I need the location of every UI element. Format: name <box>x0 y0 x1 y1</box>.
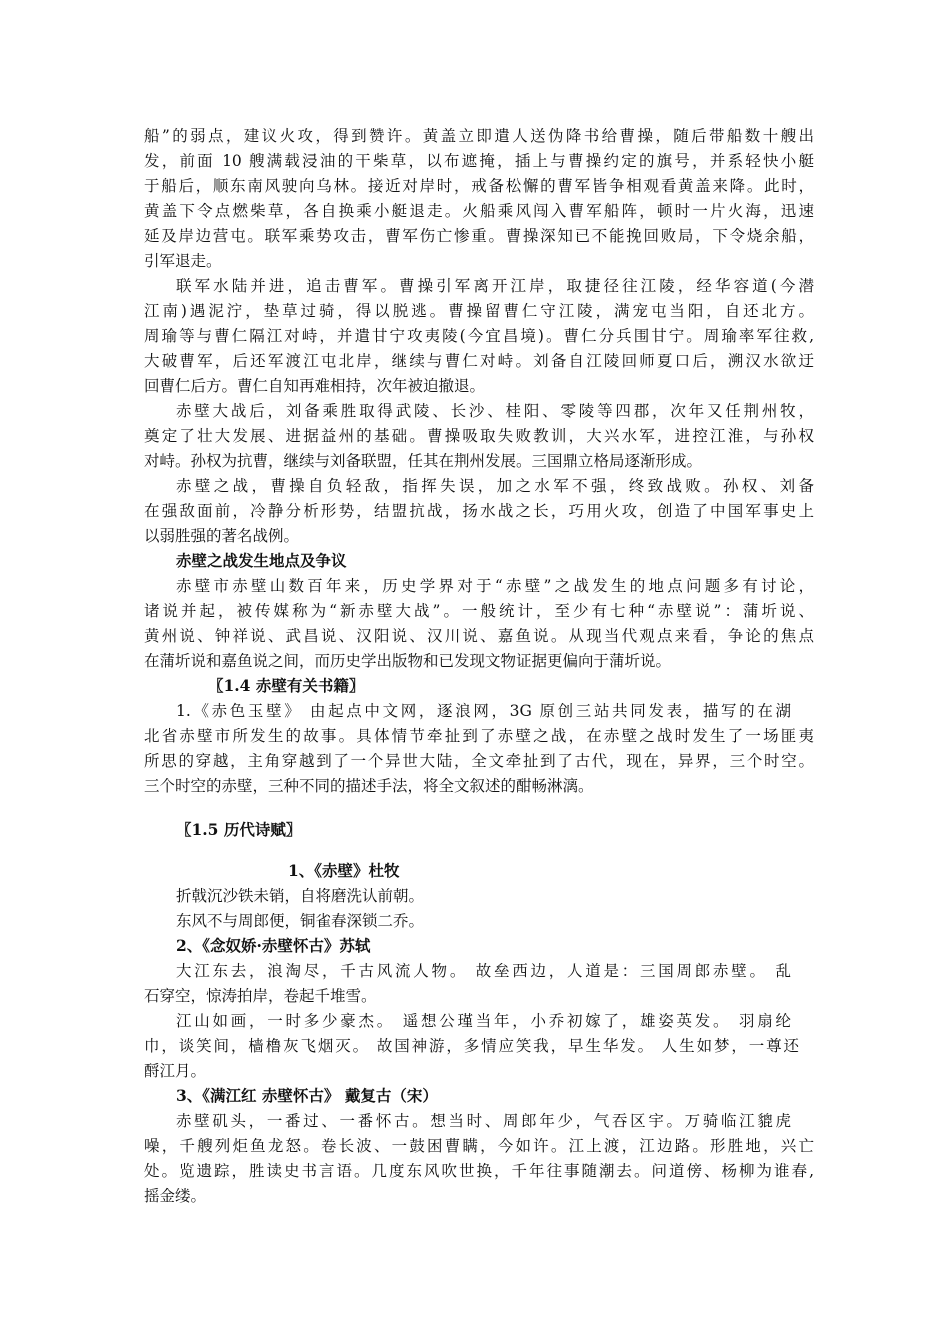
poem-line: 折戟沉沙铁未销，自将磨洗认前朝。 <box>176 887 425 905</box>
text-line: 大破曹军，后还军渡江屯北岸，继续与曹仁对峙。刘备自江陵回师夏口后，溯汉水欲迂 <box>144 352 814 370</box>
text-line: 引军退走。 <box>144 252 222 270</box>
text-line: 赤壁大战后，刘备乘胜取得武陵、长沙、桂阳、零陵等四郡，次年又任荆州牧， <box>176 402 814 420</box>
text-line: 黄盖下令点燃柴草，各自换乘小艇退走。火船乘风闯入曹军船阵，顿时一片火海，迅速 <box>144 202 814 220</box>
text-line: 三个时空的赤壁，三种不同的描述手法，将全文叙述的酣畅淋漓。 <box>144 777 594 795</box>
poem-line: 赤壁矶头，一番过、一番怀古。想当时、周郎年少，气吞区宇。万骑临江貔虎 <box>176 1112 791 1130</box>
poem-line: 江山如画，一时多少豪杰。 遥想公瑾当年，小乔初嫁了，雄姿英发。 羽扇纶 <box>176 1012 791 1030</box>
poem-line: 摇金缕。 <box>144 1187 207 1205</box>
poem-line: 东风不与周郎便，铜雀春深锁二乔。 <box>176 912 425 930</box>
poem-title: 1、《赤壁》杜牧 <box>288 861 400 880</box>
section-heading: 〖1.5 历代诗赋〗 <box>176 820 302 839</box>
text-line: 在蒲圻说和嘉鱼说之间，而历史学出版物和已发现文物证据更偏向于蒲圻说。 <box>144 652 672 670</box>
text-line: 赤壁市赤壁山数百年来，历史学界对于“赤壁”之战发生的地点问题多有讨论， <box>176 577 814 595</box>
poem-line: 石穿空，惊涛拍岸，卷起千堆雪。 <box>144 987 377 1005</box>
text-line: 以弱胜强的著名战例。 <box>144 527 300 545</box>
text-line: 黄州说、钟祥说、武昌说、汉阳说、汉川说、嘉鱼说。从现当代观点来看，争论的焦点 <box>144 627 814 645</box>
poem-title: 3、《满江红 赤壁怀古》 戴复古（宋） <box>176 1086 438 1105</box>
text-line: 联军水陆并进，追击曹军。曹操引军离开江岸，取捷径往江陵，经华容道(今潜 <box>176 277 814 295</box>
text-line: 1.《赤色玉壁》 由起点中文网，逐浪网，3G 原创三站共同发表，描写的在湖 <box>176 702 791 720</box>
text-line: 北省赤壁市所发生的故事。具体情节牵扯到了赤壁之战，在赤壁之战时发生了一场匪夷 <box>144 727 814 745</box>
text-line: 在强敌面前，冷静分析形势，结盟抗战，扬水战之长，巧用火攻，创造了中国军事史上 <box>144 502 814 520</box>
text-line: 对峙。孙权为抗曹，继续与刘备联盟，任其在荆州发展。三国鼎立格局逐渐形成。 <box>144 452 703 470</box>
poem-line: 处。览遗踪，胜读史书言语。几度东风吹世换，千年往事随潮去。问道傍、杨柳为谁春, <box>144 1162 814 1180</box>
section-heading: 〖1.4 赤壁有关书籍〗 <box>208 676 365 695</box>
text-line: 赤壁之战，曹操自负轻敌，指挥失误，加之水军不强，终致战败。孙权、刘备 <box>176 477 814 495</box>
poem-line: 噪，千艘列炬鱼龙怒。卷长波、一鼓困曹瞒，今如许。江上渡，江边路。形胜地，兴亡 <box>144 1137 814 1155</box>
text-line: 延及岸边营屯。联军乘势攻击，曹军伤亡惨重。曹操深知已不能挽回败局，下令烧余船， <box>144 227 814 245</box>
text-line: 江南)遇泥泞，垫草过骑，得以脱逃。曹操留曹仁守江陵，满宠屯当阳，自还北方。 <box>144 302 814 320</box>
text-line: 周瑜等与曹仁隔江对峙，并遣甘宁攻夷陵(今宜昌境)。曹仁分兵围甘宁。周瑜率军往救, <box>144 327 814 345</box>
poem-line: 大江东去，浪淘尽，千古风流人物。 故垒西边，人道是：三国周郎赤壁。 乱 <box>176 962 791 980</box>
text-line: 奠定了壮大发展、进据益州的基础。曹操吸取失败教训，大兴水军，进控江淮，与孙权 <box>144 427 814 445</box>
section-heading: 赤壁之战发生地点及争议 <box>176 551 347 570</box>
text-line: 船”的弱点，建议火攻，得到赞许。黄盖立即遣人送伪降书给曹操，随后带船数十艘出 <box>144 127 814 145</box>
text-line: 发，前面 10 艘满载浸油的干柴草，以布遮掩，插上与曹操约定的旗号，并系轻快小艇 <box>144 152 814 170</box>
text-line: 所思的穿越，主角穿越到了一个异世大陆，全文牵扯到了古代，现在，异界，三个时空。 <box>144 752 814 770</box>
poem-line: 巾，谈笑间，樯橹灰飞烟灭。 故国神游，多情应笑我，早生华发。 人生如梦，一尊还 <box>144 1037 799 1055</box>
text-line: 诸说并起，被传媒称为“新赤壁大战”。一般统计，至少有七种“赤壁说”：蒲圻说、 <box>144 602 814 620</box>
poem-line: 酹江月。 <box>144 1062 207 1080</box>
text-line: 于船后，顺东南风驶向乌林。接近对岸时，戒备松懈的曹军皆争相观看黄盖来降。此时， <box>144 177 814 195</box>
text-line: 回曹仁后方。曹仁自知再难相持，次年被迫撤退。 <box>144 377 486 395</box>
poem-title: 2、《念奴娇·赤壁怀古》苏轼 <box>176 936 371 955</box>
